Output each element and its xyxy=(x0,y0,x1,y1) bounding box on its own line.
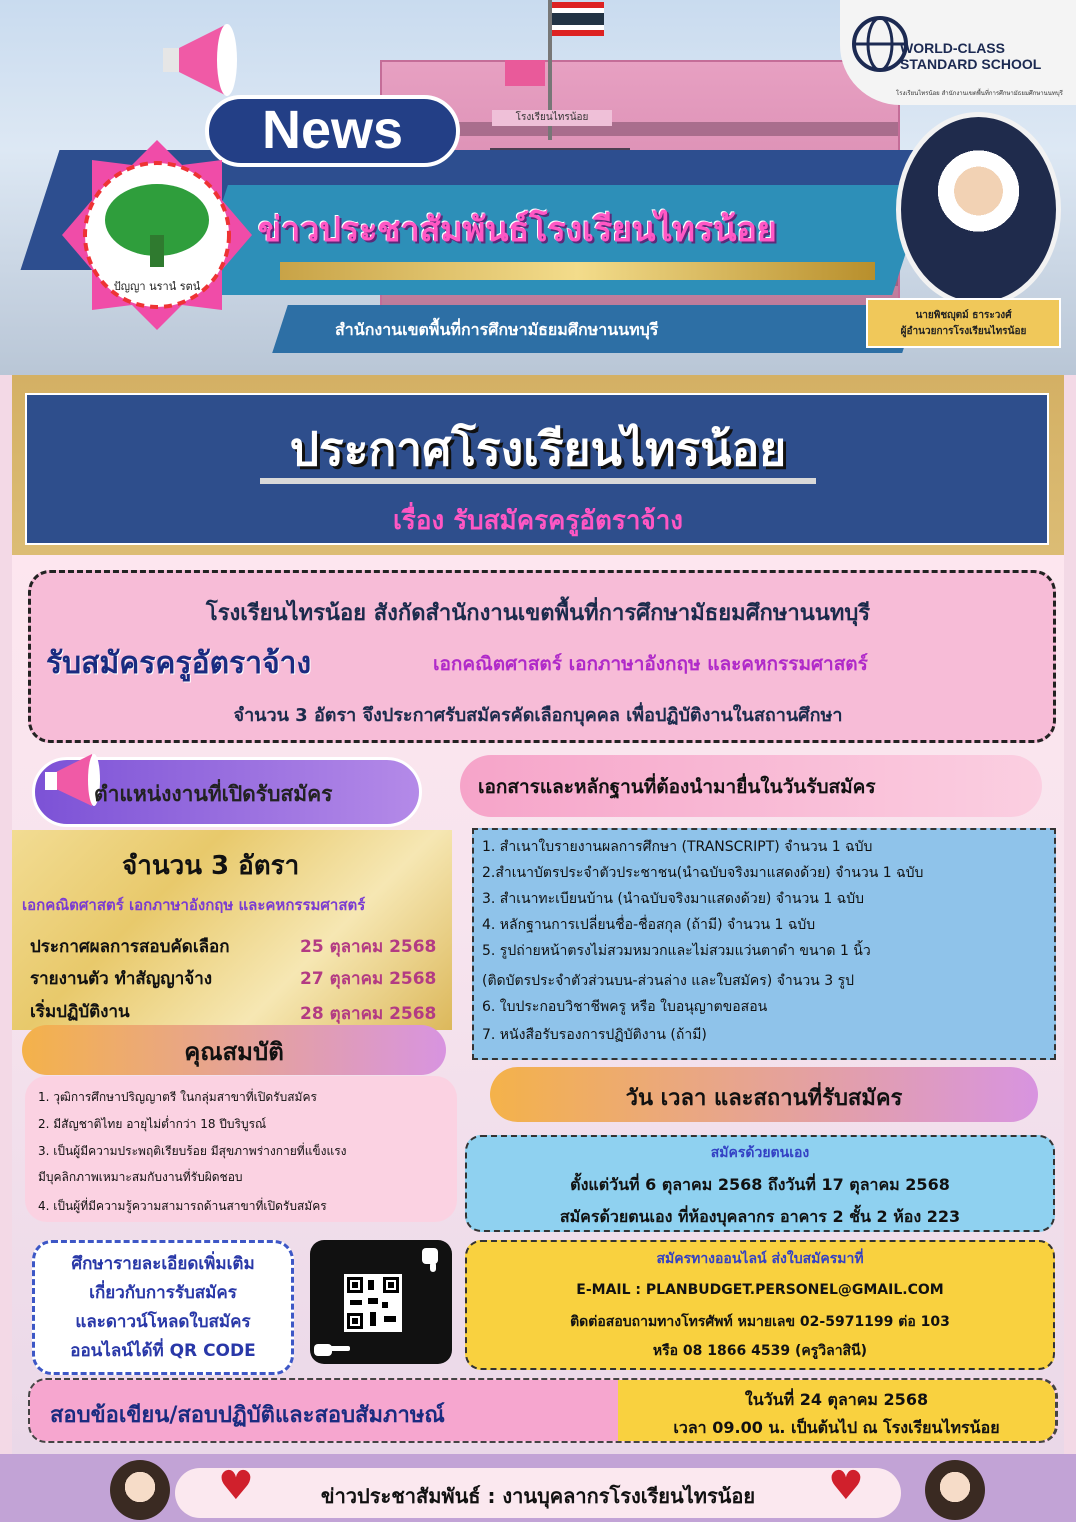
announce-divider xyxy=(260,478,816,484)
director-photo xyxy=(896,112,1061,307)
qr-code-icon[interactable] xyxy=(344,1274,402,1332)
director-name: นายพิชญุตม์ ธาระวงศ์ xyxy=(915,310,1012,321)
gold-bar xyxy=(280,262,875,280)
wcs-title xyxy=(900,40,1070,72)
schedule-date: 25 ตุลาคม 2568 xyxy=(300,937,437,957)
footer-text: ข่าวประชาสัมพันธ์ : งานบุคลากรโรงเรียนไทรน้อย xyxy=(320,1484,756,1508)
heart-icon: ♥ xyxy=(218,1463,254,1509)
more-info-line: ศึกษารายละเอียดเพิ่มเติม xyxy=(71,1254,255,1274)
intro-majors: เอกคณิตศาสตร์ เอกภาษาอังกฤษ และคหกรรมศาสตร์ xyxy=(433,653,868,675)
more-info-line: ออนไลน์ได้ที่ QR CODE xyxy=(70,1341,256,1361)
logo-motto: ปัญญา นรานํ รตนํ xyxy=(113,280,201,293)
qualification-item: 2. มีสัญชาติไทย อายุไม่ต่ำกว่า 18 ปีบริบูรณ์ xyxy=(38,1117,267,1131)
online-apply-phone2: หรือ 08 1866 4539 (ครูวิลาสินี) xyxy=(652,1343,868,1359)
qualification-item: 3. เป็นผู้มีความประพฤติเรียบร้อย มีสุขภาพร่างกายที่แข็งแรง xyxy=(38,1144,347,1158)
qualification-item: มีบุคลิกภาพเหมาะสมกับงานที่รับผิดชอบ xyxy=(38,1170,243,1184)
wcs-line1: WORLD-CLASS xyxy=(900,40,1005,56)
more-info-line: และดาวน์โหลดใบสมัคร xyxy=(75,1312,251,1332)
document-item: 5. รูปถ่ายหน้าตรงไม่สวมหมวกและไม่สวมแว่นตาดำ ขนาด 1 นิ้ว xyxy=(482,943,871,959)
director-title: ผู้อำนวยการโรงเรียนไทรน้อย xyxy=(900,326,1027,337)
exam-date: ในวันที่ 24 ตุลาคม 2568 xyxy=(744,1390,929,1409)
cartoon-girl-avatar xyxy=(925,1460,985,1520)
document-item: 7. หนังสือรับรองการปฏิบัติงาน (ถ้ามี) xyxy=(482,1027,707,1043)
building-sign: โรงเรียนไทรน้อย xyxy=(492,110,612,126)
pointing-hand-icon xyxy=(312,1338,352,1360)
cartoon-girl-avatar xyxy=(110,1460,170,1520)
online-apply-heading: สมัครทางออนไลน์ ส่งใบสมัครมาที่ xyxy=(656,1251,864,1267)
announce-title: ประกาศโรงเรียนไทรน้อย xyxy=(289,422,787,476)
exam-time-place: เวลา 09.00 น. เป็นต้นไป ณ โรงเรียนไทรน้อย xyxy=(673,1418,1000,1437)
announce-subject: เรื่อง รับสมัครครูอัตราจ้าง xyxy=(393,506,683,536)
positions-count: จำนวน 3 อัตรา xyxy=(122,851,300,881)
schedule-date: 28 ตุลาคม 2568 xyxy=(300,1004,437,1024)
office-name: สำนักงานเขตพื้นที่การศึกษามัธยมศึกษานนทบุรี xyxy=(335,320,659,339)
online-apply-email[interactable]: E-MAIL : PLANBUDGET.PERSONEL@GMAIL.COM xyxy=(576,1282,944,1298)
wcs-sub: โรงเรียนไทรน้อย สำนักงานเขตพื้นที่การศึกษามัธยมศึกษานนทบุรี xyxy=(896,90,1063,97)
document-item: 1. สำเนาใบรายงานผลการศึกษา (TRANSCRIPT) จำนวน 1 ฉบับ xyxy=(482,839,873,855)
documents-title: เอกสารและหลักฐานที่ต้องนำมายื่นในวันรับสมัคร xyxy=(478,776,876,798)
intro-line3: จำนวน 3 อัตรา จึงประกาศรับสมัครคัดเลือกบุคคล เพื่อปฏิบัติงานในสถานศึกษา xyxy=(233,705,843,726)
document-item: 2.สำเนาบัตรประจำตัวประชาชน(นำฉบับจริงมาแสดงด้วย) จำนวน 1 ฉบับ xyxy=(482,865,924,881)
document-item: 4. หลักฐานการเปลี่ยนชื่อ-ชื่อสกุล (ถ้ามี) จำนวน 1 ฉบับ xyxy=(482,917,816,933)
schedule-label: เริ่มปฏิบัติงาน xyxy=(30,1002,130,1022)
exam-title: สอบข้อเขียน/สอบปฏิบัติและสอบสัมภาษณ์ xyxy=(50,1403,445,1428)
qualification-item: 1. วุฒิการศึกษาปริญญาตรี ในกลุ่มสาขาที่เปิดรับสมัคร xyxy=(38,1090,317,1104)
document-item: 3. สำเนาทะเบียนบ้าน (นำฉบับจริงมาแสดงด้วย) จำนวน 1 ฉบับ xyxy=(482,891,864,907)
positions-title: ตำแหน่งงานที่เปิดรับสมัคร xyxy=(94,782,333,806)
qualification-item: 4. เป็นผู้ที่มีความรู้ความสามารถด้านสาขาที่เปิดรับสมัคร xyxy=(38,1199,327,1213)
schedule-label: รายงานตัว ทำสัญญาจ้าง xyxy=(30,969,213,989)
thai-flag-icon xyxy=(552,2,604,36)
intro-headline: รับสมัครครูอัตราจ้าง xyxy=(46,646,312,681)
heart-icon: ♥ xyxy=(828,1463,864,1509)
megaphone-icon xyxy=(155,20,265,100)
header-banner xyxy=(0,0,1076,375)
intro-line1: โรงเรียนไทรน้อย สังกัดสำนักงานเขตพื้นที่การศึกษามัธยมศึกษานนทบุรี xyxy=(205,601,871,626)
news-label: News xyxy=(205,95,460,167)
director-caption xyxy=(866,298,1061,348)
wcs-line2: STANDARD SCHOOL xyxy=(900,56,1042,72)
pink-flag-icon xyxy=(505,60,545,86)
self-apply-heading: สมัครด้วยตนเอง xyxy=(710,1145,810,1161)
positions-majors: เอกคณิตศาสตร์ เอกภาษาอังกฤษ และคหกรรมศาสตร์ xyxy=(22,896,366,914)
schedule-date: 27 ตุลาคม 2568 xyxy=(300,969,437,989)
document-item: 6. ใบประกอบวิชาชีพครู หรือ ใบอนุญาตขอสอน xyxy=(482,999,768,1015)
document-item: (ติดบัตรประจำตัวส่วนบน-ส่วนล่าง และใบสมัคร) จำนวน 3 รูป xyxy=(482,973,854,989)
pr-title: ข่าวประชาสัมพันธ์โรงเรียนไทรน้อย xyxy=(258,210,777,250)
online-apply-phone: ติดต่อสอบถามทางโทรศัพท์ หมายเลข 02-5971199 ต่อ 103 xyxy=(570,1314,950,1330)
self-apply-dates: ตั้งแต่วันที่ 6 ตุลาคม 2568 ถึงวันที่ 17 ตุลาคม 2568 xyxy=(570,1175,950,1194)
more-info-line: เกี่ยวกับการรับสมัคร xyxy=(89,1283,237,1303)
when-where-title: วัน เวลา และสถานที่รับสมัคร xyxy=(625,1086,903,1111)
qualifications-title: คุณสมบัติ xyxy=(184,1038,284,1066)
schedule-label: ประกาศผลการสอบคัดเลือก xyxy=(30,937,230,957)
self-apply-place: สมัครด้วยตนเอง ที่ห้องบุคลากร อาคาร 2 ชั้น 2 ห้อง 223 xyxy=(559,1207,961,1226)
school-logo xyxy=(62,140,252,330)
thumbs-down-icon xyxy=(420,1244,448,1274)
